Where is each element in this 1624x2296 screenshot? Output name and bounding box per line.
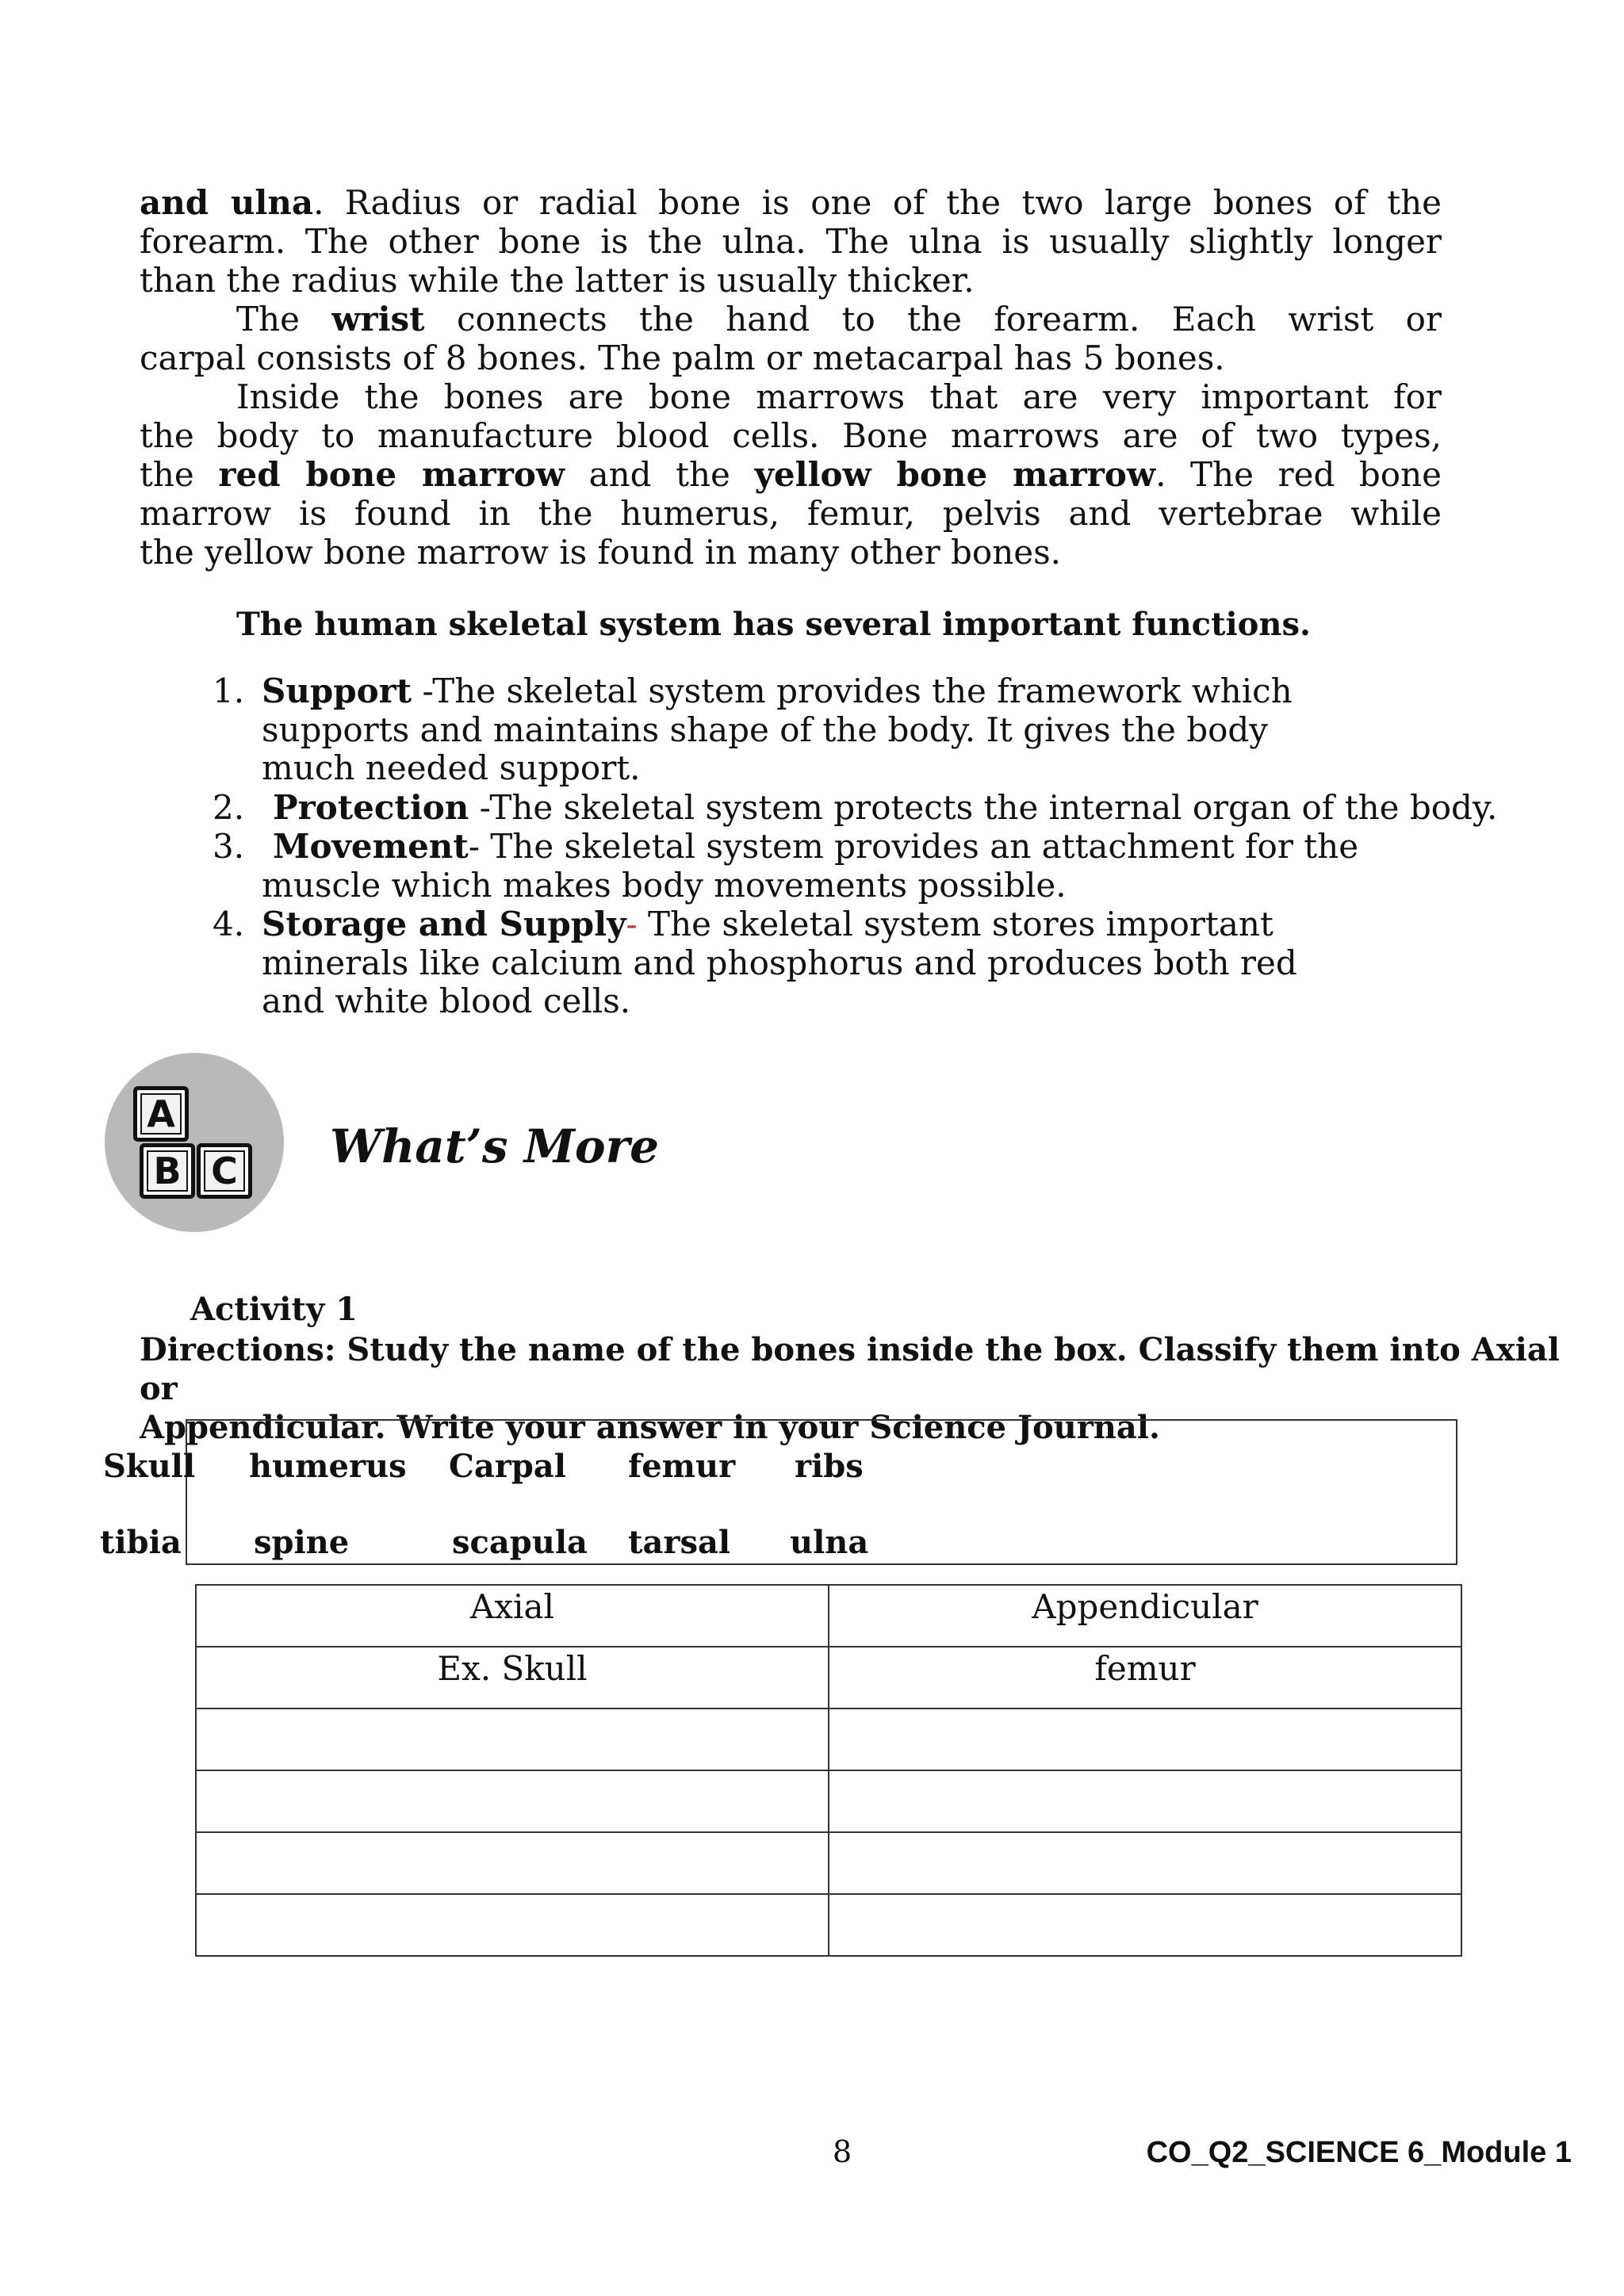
table-row [196, 1894, 1461, 1956]
table-row [196, 1832, 1461, 1894]
table-row [196, 1770, 1461, 1832]
answer-cell[interactable] [196, 1894, 829, 1956]
term-red-bone-marrow: red bone marrow [218, 455, 565, 494]
function-item-protection: 2. Protection -The skeletal system protects the internal organ of the body. [213, 788, 1498, 827]
paragraph-radius-ulna-line2: forearm. The other bone is the ulna. The ulna is usually slightly longer [140, 222, 1442, 261]
function-title: Protection [273, 788, 469, 827]
bone-word: femur [628, 1448, 736, 1485]
header-axial: Axial [196, 1585, 829, 1647]
bone-word: spine [254, 1524, 350, 1561]
paragraph-radius-ulna-line1: and ulna. Radius or radial bone is one of the two large bones of the [140, 183, 1442, 222]
answer-cell[interactable] [829, 1709, 1461, 1770]
bone-word: scapula [452, 1524, 588, 1561]
term-yellow-bone-marrow: yellow bone marrow [754, 455, 1156, 494]
function-title: Support [262, 672, 412, 710]
functions-heading: The human skeletal system has several important functions. [236, 606, 1311, 643]
function-title: Movement [273, 827, 469, 866]
table-row [196, 1647, 1461, 1709]
page-number: 8 [833, 2134, 852, 2169]
bone-word: tibia [100, 1524, 182, 1561]
answer-cell[interactable] [829, 1894, 1461, 1956]
block-a: A [133, 1086, 189, 1142]
paragraph-marrow-line5: the yellow bone marrow is found in many other bones. [140, 533, 1062, 572]
block-b: B [140, 1143, 195, 1199]
example-appendicular: femur [829, 1647, 1461, 1709]
activity-title: Activity 1 [190, 1291, 358, 1328]
paragraph-wrist-line2: carpal consists of 8 bones. The palm or metacarpal has 5 bones. [140, 339, 1225, 377]
classification-table [195, 1584, 1462, 1957]
red-dash: - [626, 905, 638, 943]
answer-cell[interactable] [196, 1709, 829, 1770]
block-c: C [197, 1143, 252, 1199]
paragraph-wrist-line1: The wrist connects the hand to the forearm. Each wrist or [236, 300, 1442, 339]
bone-word: humerus [249, 1448, 407, 1485]
paragraph-marrow-line1: Inside the bones are bone marrows that are very important for [236, 377, 1442, 416]
bone-word: Carpal [449, 1448, 566, 1485]
term-and-ulna: and ulna [140, 183, 314, 222]
answer-cell[interactable] [196, 1832, 829, 1894]
example-axial: Ex. Skull [196, 1647, 829, 1709]
function-title: Storage and Supply [262, 905, 626, 943]
paragraph-marrow-line3: the red bone marrow and the yellow bone marrow. The red bone [140, 455, 1442, 494]
answer-cell[interactable] [829, 1832, 1461, 1894]
table-header-row [196, 1585, 1461, 1647]
bone-word: ulna [790, 1524, 869, 1561]
term-wrist: wrist [331, 300, 425, 339]
icon-background-circle [105, 1053, 284, 1232]
function-item-movement: 3. Movement- The skeletal system provides an attachment for the muscle which makes body movements possible. [213, 827, 1359, 905]
bone-word: Skull [103, 1448, 196, 1485]
paragraph-marrow-line2: the body to manufacture blood cells. Bone marrows are of two types, [140, 416, 1442, 455]
answer-cell[interactable] [196, 1770, 829, 1832]
answer-cell[interactable] [829, 1770, 1461, 1832]
header-appendicular: Appendicular [829, 1585, 1461, 1647]
directions: Directions: Study the name of the bones inside the box. Classify them into Axial or Appendicular. Write your answer in your Science Journal. [140, 1331, 1560, 1446]
function-item-storage-supply: 4. Storage and Supply- The skeletal system stores important minerals like calcium and phosphorus and produces both red and white blood cells. [213, 905, 1297, 1020]
bone-word: tarsal [628, 1524, 731, 1561]
table-row [196, 1709, 1461, 1770]
function-item-support: 1. Support -The skeletal system provides the framework which supports and maintains shape of the body. It gives the body much needed support. [213, 672, 1293, 787]
abc-blocks-icon [100, 1045, 295, 1240]
section-title: What’s More [330, 1119, 660, 1173]
bone-word: ribs [795, 1448, 864, 1485]
paragraph-radius-ulna-line3: than the radius while the latter is usually thicker. [140, 261, 975, 300]
module-code: CO_Q2_SCIENCE 6_Module 1 [1146, 2136, 1572, 2169]
paragraph-marrow-line4: marrow is found in the humerus, femur, pelvis and vertebrae while [140, 494, 1442, 533]
